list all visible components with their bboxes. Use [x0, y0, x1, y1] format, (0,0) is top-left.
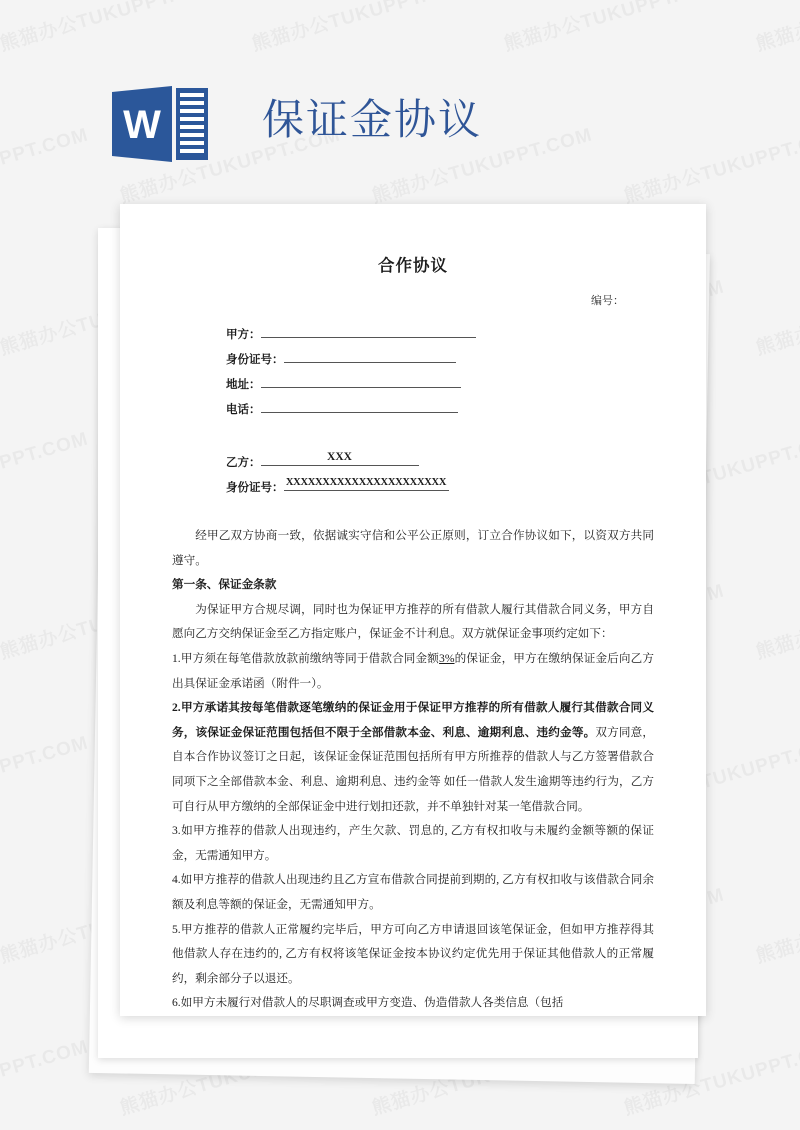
document-title: 合作协议 [378, 256, 448, 275]
document-body [120, 524, 706, 1016]
field-input-party-a-id[interactable] [284, 347, 456, 363]
list-item-text-after: 的保证金，甲方在缴纳保证金后向乙方出具保证金承诺函（附件一）。 [172, 651, 654, 690]
field-label: 甲方： [226, 329, 261, 341]
list-item-1 [172, 647, 654, 696]
document-number-label: 编号： [591, 295, 624, 307]
list-item-2 [172, 696, 654, 819]
field-row-party-a-id [226, 347, 706, 372]
clause-1-heading: 第一条、保证金条款 [172, 578, 277, 592]
party-b-fields [120, 450, 706, 500]
word-logo-icon [110, 84, 210, 164]
field-label: 地址： [226, 379, 261, 391]
field-row-party-a-address [226, 372, 706, 397]
list-item-number: 1. [172, 651, 181, 665]
clause-1-intro: 为保证甲方合规尽调，同时也为保证甲方推荐的所有借款人履行其借款合同义务，甲方自愿向乙方交纳保证金至乙方指定账户，保证金不计利息。双方就保证金事项约定如下： [172, 602, 654, 641]
field-row-party-b-name [226, 450, 706, 475]
list-item-number: 5. [172, 922, 181, 936]
page-header [0, 0, 800, 200]
field-input-party-a-phone[interactable] [261, 397, 458, 413]
field-label: 乙方： [226, 457, 261, 469]
list-item-number: 6. [172, 996, 181, 1010]
list-item-5 [172, 918, 654, 992]
list-item-normal-text: 双方同意，自本合作协议签订之日起，该保证金保证范围包括所有甲方所推荐的借款人与乙方签署借款合同项下之全部借款本金、利息、逾期利息、违约金等 如任一借款人发生逾期等违约行为，乙方可自行从甲方缴纳的全部保证金中进行划扣还款，并不单独针对某一笔借款合同。 [172, 725, 654, 813]
list-item-text: 如甲方推荐的借款人出现违约且乙方宣布借款合同提前到期的, 乙方有权扣收与该借款合同余额及利息等额的保证金，无需通知甲方。 [172, 873, 654, 911]
document-page [120, 204, 706, 1016]
list-item-number: 4. [172, 873, 181, 887]
list-item-4 [172, 868, 654, 917]
list-item-text: 甲方推荐的借款人正常履约完毕后，甲方可向乙方申请退回该笔保证金，但如甲方推荐得其他借款人存在违约的, 乙方有权将该笔保证金按本协议约定优先用于保证其他借款人的正常履约，剩余部分子以退还。 [172, 922, 654, 985]
party-a-fields [120, 322, 706, 422]
field-row-party-a-name [226, 322, 706, 347]
paragraph-preamble: 经甲乙双方协商一致，依据诚实守信和公平公正原则，订立合作协议如下，以资双方共同遵守。 [172, 529, 654, 567]
list-item-text: 如甲方未履行对借款人的尽职调查或甲方变造、伪造借款人各类信息（包括 [180, 996, 564, 1010]
list-item-text: 如甲方推荐的借款人出现违约，产生欠款、罚息的, 乙方有权扣收与未履约金额等额的保证金，无需通知甲方。 [172, 824, 654, 862]
page-title: 保证金协议 [262, 96, 483, 143]
list-item-bold-text: 甲方承诺其按每笔借款逐笔缴纳的保证金用于保证甲方推荐的所有借款人履行其借款合同义务，该保证金保证范围包括但不限于全部借款本金、利息、逾期利息、违约金等。 [172, 701, 654, 739]
list-item-3 [172, 819, 654, 868]
svg-text:W: W [123, 103, 161, 147]
list-item-number: 2. [172, 701, 181, 715]
list-item-number: 3. [172, 824, 181, 838]
field-label: 身份证号： [226, 354, 284, 366]
field-input-party-a-name[interactable] [261, 322, 476, 338]
document-content [120, 204, 706, 1016]
field-input-party-b-id[interactable]: XXXXXXXXXXXXXXXXXXXXXX [284, 475, 449, 491]
field-row-party-a-phone [226, 397, 706, 422]
field-row-party-b-id [226, 475, 706, 500]
field-input-party-b-name[interactable]: XXX [261, 450, 419, 466]
field-label: 身份证号： [226, 482, 284, 494]
field-label: 电话： [226, 404, 261, 416]
list-item-6 [172, 991, 654, 1016]
list-item-text-before: 甲方须在每笔借款放款前缴纳等同于借款合同金额 [180, 651, 440, 665]
list-item-underlined-value: 3% [439, 651, 455, 665]
field-input-party-a-address[interactable] [261, 372, 461, 388]
